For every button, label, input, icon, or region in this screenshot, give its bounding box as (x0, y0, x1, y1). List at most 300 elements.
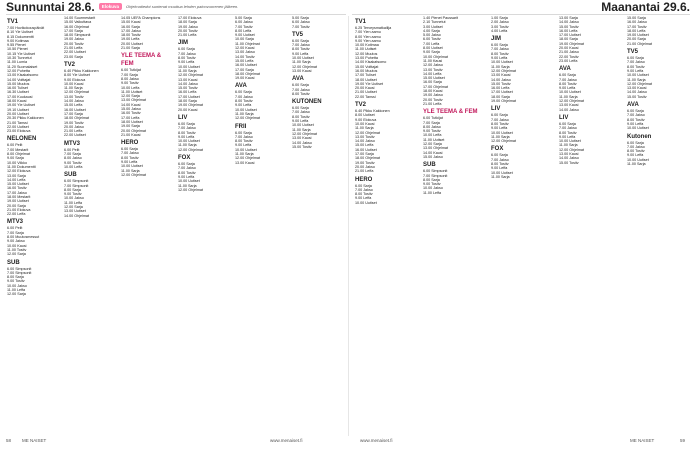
program-listing: 10.00 Uutiset (627, 157, 649, 162)
program-listing: 20.00 Tositv (178, 28, 198, 33)
program-listing: 10.00 Leffa (423, 133, 442, 138)
program-listing: 8.00 Tositv (292, 91, 310, 96)
program-listing: 11.00 Sarja (491, 64, 510, 69)
program-listing: 7.00 Jakso (559, 126, 577, 131)
left-column-5 (232, 16, 289, 436)
program-listing: 9.00 Leffa (292, 119, 309, 124)
program-listing: 16.00 Uutiset (355, 147, 377, 152)
channel-heading: JIM (178, 40, 189, 47)
left-url: www.menaiset.fi (270, 438, 303, 443)
program-listing: 7.00 Jakso (178, 51, 196, 56)
program-listing: 14.00 Jakso (178, 81, 198, 86)
program-listing: 19.00 Jakso (178, 24, 198, 29)
program-listing: 14.00 Tositv (235, 54, 255, 59)
program-listing: 8.00 Jakso (121, 76, 139, 81)
program-listing: 19.00 Jakso (423, 93, 443, 98)
program-listing: 8.00 Tositv (292, 47, 310, 52)
program-listing: 10.50 Pienet (7, 47, 28, 52)
channel-heading: TV1 (7, 19, 19, 25)
program-listing: 6.00 Sarja (627, 109, 644, 114)
left-header-rule (6, 14, 346, 15)
program-listing: 12.00 Sarja (64, 204, 83, 209)
program-listing: 16.00 Tositv (121, 111, 141, 116)
program-listing: 10.00 Uutiset (627, 126, 649, 131)
program-listing: 10.00 Uutiset (292, 123, 314, 128)
program-listing: 9.00 Leffa (491, 126, 508, 131)
program-listing: 6.40 Pikku Kakkonen (64, 68, 99, 73)
program-listing: 14.00 Kisakatsomo (355, 60, 387, 65)
program-listing: 6.00 Pelit (64, 147, 80, 152)
program-listing: 15.00 Tositv (627, 94, 647, 99)
program-listing: 18.00 Leffa (627, 28, 646, 33)
program-listing: 19.00 Ohjelmat (491, 99, 517, 104)
program-listing: 5.00 Jakso (423, 33, 441, 38)
program-listing: 15.00 Leffa (355, 143, 374, 148)
program-listing: 13.00 Kausi (559, 103, 579, 108)
program-listing: 21.00 Kausi (121, 132, 141, 137)
program-listing: 6.00 Sarja (355, 183, 372, 188)
program-listing: 10.00 Uutiset (178, 139, 200, 144)
program-listing: 10.00 Uutiset (491, 60, 513, 65)
program-listing: 9.00 Jakso (7, 239, 25, 244)
program-listing: 10.00 Ohjelmat (423, 54, 449, 59)
program-listing: 10.00 Jakso (423, 186, 443, 191)
program-listing: 19.00 Kausi (235, 76, 255, 81)
program-listing: 19.00 Tositv (355, 160, 375, 165)
program-listing: 16.30 Uutiset (7, 90, 29, 95)
program-listing: 15.00 Sarja (627, 16, 646, 20)
program-listing: 8.00 Muutosmessut (7, 235, 40, 240)
program-listing: 20.00 Kausi (355, 86, 375, 91)
program-listing: 9.00 Kotimaa (7, 38, 29, 43)
header-note: Ohjelmatiedot suntenat muuttua lehden painovuorenen jälkeen. (125, 4, 239, 9)
program-listing: 18.00 Mestarit (7, 194, 31, 199)
program-listing: 3.00 Uutiset (423, 24, 443, 29)
program-listing: 9.00 Leffa (178, 174, 195, 179)
program-listing: 15.00 Jakso (121, 107, 141, 112)
program-listing: 9.00 Leffa (178, 134, 195, 139)
program-listing: 7.00 Tositv (292, 24, 310, 29)
channel-heading: MTV3 (7, 219, 24, 226)
program-listing: 8.00 Tositv (491, 121, 509, 126)
program-listing: 20.00 Tositv (64, 41, 84, 46)
right-column-4 (556, 16, 624, 436)
program-listing: 14.00 Jakso (491, 77, 511, 82)
program-listing: 14.00 Kausi (121, 102, 141, 107)
program-listing: 13.00 Kausi (178, 77, 198, 82)
program-listing: 22.00 Leffa (7, 212, 26, 217)
right-page-header (601, 0, 690, 13)
program-listing: 15.00 Jakso (423, 154, 443, 159)
program-listing: 14.00 Suurmestarit (64, 16, 96, 20)
program-listing: 10.30 Tunnetut (7, 56, 32, 61)
program-listing: 20.00 Tositv (423, 97, 443, 102)
program-listing: 10.00 Kausi (355, 121, 375, 126)
program-listing: 9.00 Leffa (627, 121, 644, 126)
program-listing: 18.00 Ohjelmat (235, 71, 261, 76)
channel-heading: YLE TEEMA & FEM (423, 109, 478, 116)
program-listing: 13.00 Kausi (292, 136, 312, 141)
right-magazine-name: ME NAISET (630, 438, 655, 443)
program-listing: 6.00 Simpsonit (64, 179, 89, 184)
program-listing: 9.00 Leffa (627, 68, 644, 73)
channel-heading: TV5 (627, 49, 639, 56)
channel-heading: JIM (491, 36, 502, 43)
program-listing: 17.00 Sarja (235, 67, 254, 72)
program-listing: 11.00 Sarja (627, 77, 646, 82)
program-listing: 8.00 Tositv (627, 64, 645, 69)
channel-heading: FRII (235, 123, 247, 130)
program-listing: 9.00 Sarja (7, 156, 24, 161)
program-listing: 6.00 Tositv (423, 37, 441, 42)
program-listing: 10.00 Uutiset (355, 200, 377, 205)
program-listing: 10.00 Uutiset (491, 130, 513, 135)
program-listing: 22.00 Uutiset (7, 124, 29, 129)
program-listing: 16.00 Tuliset (7, 86, 28, 91)
program-listing: 13.00 Puhetta (355, 56, 378, 61)
program-listing: 8.00 Jakso (423, 124, 441, 129)
program-listing: 9.00 Leffa (491, 56, 508, 61)
program-listing: 12.00 Ohjelmat (235, 156, 261, 161)
program-listing: 13.00 Uutiset (64, 209, 86, 214)
program-listing: 18.00 Ohjelmat (64, 116, 90, 121)
program-listing: 9.00 Tositv (121, 81, 139, 86)
program-listing: 11.00 Sarja (64, 86, 83, 91)
program-listing: 6.00 Sarja (235, 90, 252, 95)
program-listing: 11.20 Suomalaiset (7, 64, 38, 69)
program-listing: 13.00 Tositv (355, 134, 375, 139)
program-listing: 12.00 Ohjelmat (64, 90, 90, 95)
channel-heading: LIV (491, 106, 501, 113)
program-listing: 22.00 Tanssi (355, 94, 376, 99)
program-listing: 15.00 Leffa (235, 58, 254, 63)
program-listing: 8.00 Sarja (64, 187, 81, 192)
program-listing: 12.00 Ohjelmat (121, 172, 147, 177)
program-listing: 10.00 Sarja (235, 37, 254, 42)
program-listing: 19.00 Tositv (64, 120, 84, 125)
program-listing: 8.00 Tositv (178, 170, 196, 175)
channel-heading: SUB (64, 172, 77, 179)
program-listing: 11.00 Leffa (64, 200, 83, 205)
program-listing: 12.00 Ohjelmat (178, 73, 204, 78)
program-listing: 17.00 Sarja (355, 152, 374, 157)
program-listing: 17.00 Kuukausi (7, 94, 33, 99)
program-listing: 7.00 Jakso (491, 157, 509, 162)
program-listing: 6.00 Sarja (178, 121, 195, 126)
program-listing: 7.00 Jakso (178, 166, 196, 171)
left-page-listings (4, 16, 346, 436)
program-listing: 13.00 Kisakatsomo (7, 73, 39, 78)
program-listing: 21.00 Leffa (64, 46, 83, 51)
channel-heading: NELONEN (7, 136, 37, 143)
program-listing: 19.00 Jakso (64, 37, 84, 42)
program-listing: 11.00 Ohjelmat (235, 41, 260, 46)
program-listing: 12.00 Ohjelmat (235, 116, 261, 121)
left-page-header (6, 0, 238, 13)
program-listing: 7.00 Sarja (121, 72, 138, 77)
program-listing: 12.00 Elokuva (7, 169, 31, 174)
program-listing: 13.00 Kausi (491, 73, 511, 78)
channel-heading: TV2 (64, 61, 76, 68)
program-listing: 6.00 Sarja (627, 140, 644, 145)
program-listing: 12.00 Sarja (7, 252, 26, 257)
program-listing: 10.00 Uutiset (292, 56, 314, 61)
program-listing: 20.00 Sarja (627, 37, 646, 42)
program-listing: 9.00 Tositv (7, 279, 25, 284)
program-listing: 2.10 Tunnetut (423, 20, 446, 25)
program-listing: 7.00 Jakso (491, 47, 509, 52)
program-listing: 10.00 Kausi (64, 81, 84, 86)
program-listing: 22.00 Tositv (559, 54, 579, 59)
program-listing: 6.00 Sarja (559, 73, 576, 78)
program-listing: 7.00 Jakso (627, 113, 645, 118)
program-listing: 6.00 Sarja (491, 43, 508, 48)
program-listing: 19.00 Leffa (121, 37, 140, 42)
program-listing: 7.00 Huvikokouspäivät (7, 26, 45, 30)
program-listing: 11.00 Sarja (178, 68, 197, 73)
program-listing: 15.00 Tositv (292, 144, 312, 149)
program-listing: 8.00 Uutiset (423, 46, 443, 51)
program-listing: 9.00 Leffa (235, 143, 252, 148)
program-listing: 11.00 Kausi (423, 58, 443, 63)
program-listing: 17.00 Sarja (64, 28, 83, 33)
program-listing: 6.00 Sarja (491, 113, 508, 118)
channel-heading: LIV (178, 114, 188, 121)
program-listing: 15.00 Vaikuttava (64, 20, 92, 25)
program-listing: 12.00 Ohjelmat (178, 147, 204, 152)
program-listing: 19.00 Uutiset (7, 199, 29, 204)
program-listing: 6.00 Simpsonit (7, 266, 32, 271)
program-listing: 21.00 Elokuva (7, 207, 31, 212)
program-listing: 9.00 Tositv (423, 129, 441, 134)
program-listing: 8.00 Yle Uutiset (64, 73, 90, 78)
program-listing: 7.00 Jakso (292, 87, 310, 92)
right-column-5 (624, 16, 692, 436)
program-listing: 20.30 Pikku Kakkonen (7, 116, 44, 121)
program-listing: 23.00 Leffa (559, 58, 578, 63)
program-listing: 8.00 Uutiset (355, 113, 375, 118)
program-listing: 10.00 Uutiset (627, 73, 649, 78)
program-listing: 7.00 Sarja (64, 152, 81, 157)
program-listing: 12.00 Ohjelmat (559, 99, 585, 104)
program-listing: 7.00 Jakso (235, 94, 253, 99)
program-listing: 7.00 Ylen aamu (355, 30, 381, 35)
program-listing: 11.00 Sarja (121, 168, 140, 173)
program-listing: 16.00 Sarja (121, 24, 140, 29)
channel-heading: AVA (235, 83, 247, 90)
channel-heading: FOX (178, 155, 191, 162)
right-page-number: 59 (680, 438, 686, 443)
program-listing: 14.00 Kausi (423, 150, 443, 155)
program-listing: 11.00 Lumia (7, 60, 28, 65)
program-listing: 10.00 Kotimaa (355, 43, 379, 48)
program-listing: 16.00 Uutiset (235, 63, 257, 68)
program-listing: 11.00 Leffa (7, 288, 26, 293)
program-listing: 10.00 Jakso (7, 283, 27, 288)
program-listing: 6.25 Terveysmatkailija (355, 26, 392, 30)
channel-heading: HERO (355, 176, 373, 183)
program-listing: 11.00 Sarja (292, 127, 311, 132)
program-listing: 13.00 Tositv (423, 67, 443, 72)
channel-heading: SUB (423, 162, 436, 169)
program-listing: 11.00 Sarja (627, 162, 646, 167)
program-listing: 16.00 Tositv (7, 186, 27, 191)
program-listing: 7.00 Jakso (627, 60, 645, 65)
program-listing: 6.00 Pelit (7, 143, 23, 148)
program-listing: 9.00 Sarja (423, 50, 440, 55)
program-listing: 11.00 Sarja (235, 111, 254, 116)
program-listing: 19.00 Ohjelmat (559, 41, 585, 46)
program-listing: 12.00 Kausi (235, 46, 255, 51)
program-listing: 20.00 Uutiset (121, 41, 143, 46)
program-listing: 9.00 Elokuva (64, 77, 86, 82)
program-listing: 17.00 Jakso (121, 28, 141, 33)
program-listing: 9.00 Tositv (64, 192, 82, 197)
program-listing: 10.00 Jakso (64, 196, 84, 201)
program-listing: 11.00 Sarja (355, 126, 374, 131)
program-listing: 6.00 Tutkijat (423, 116, 443, 121)
program-listing: 7.00 Jakso (355, 187, 373, 192)
channel-heading: TV1 (355, 19, 367, 25)
program-listing: 12.00 Jakso (423, 63, 443, 68)
program-listing: 10.15 Yle Uutiset (7, 51, 36, 56)
program-listing: 15.00 Tositv (559, 24, 579, 29)
program-listing: 16.00 Leffa (491, 86, 510, 91)
program-listing: 7.00 Leffa (423, 41, 440, 46)
program-listing: 17.00 Jakso (7, 190, 27, 195)
channel-heading: YLE TEEMA & FEM (121, 53, 162, 68)
program-listing: 7.00 Simpsonit (7, 270, 32, 275)
program-listing: 6.00 Simpsonit (423, 169, 448, 174)
program-listing: 21.00 Leffa (178, 33, 197, 38)
program-listing: 10.00 Uutiset (178, 64, 200, 69)
program-listing: 17.00 Tuliset (355, 73, 376, 78)
page-gutter (348, 16, 349, 436)
program-listing: 18.00 Ohjelmat (355, 156, 381, 161)
channel-heading: Kutonen (627, 133, 652, 140)
program-listing: 20.00 Uutiset (7, 111, 29, 116)
program-listing: 10.00 Uutiset (235, 147, 257, 152)
channel-heading: AVA (627, 102, 639, 109)
program-listing: 16.00 Sarja (423, 80, 442, 85)
program-listing: 11.00 Sarja (559, 143, 578, 148)
program-listing: 8.00 Tositv (235, 139, 253, 144)
program-listing: 8.00 Jakso (64, 156, 82, 161)
program-listing: 12.00 Ohjelmat (178, 187, 204, 192)
program-listing: 14.05 UEFA Champions (121, 16, 161, 20)
program-listing: 20.00 Sarja (7, 203, 26, 208)
program-listing: 11.00 Sarja (491, 134, 510, 139)
program-listing: 7.00 Simpsonit (423, 173, 448, 178)
program-listing: 11.00 Sarja (491, 174, 510, 179)
program-listing: 11.00 Uutiset (355, 47, 377, 52)
program-listing: 14.00 Leffa (423, 71, 442, 76)
program-listing: 6.00 Sarja (491, 153, 508, 158)
left-column-2 (61, 16, 118, 436)
right-column-1 (352, 16, 420, 436)
program-listing: 8.00 Tositv (559, 81, 577, 86)
program-listing: 9.00 Tositv (64, 160, 82, 165)
program-listing: 16.00 Ohjelmat (64, 24, 90, 29)
program-listing: 8.00 Sarja (7, 275, 24, 280)
program-listing: 8.00 Tositv (559, 130, 577, 135)
program-listing: 9.00 Leffa (355, 196, 372, 201)
program-listing: 20.00 Kausi (559, 46, 579, 51)
program-listing: 12.00 Ohjelmat (627, 81, 653, 86)
program-listing: 19.00 Sarja (121, 124, 140, 129)
program-listing: 8.00 Tositv (627, 149, 645, 154)
program-listing: 17.00 Uutiset (491, 90, 513, 95)
program-listing: 8.10 Yle Uutiset (7, 30, 33, 35)
program-listing: 22.00 Uutiset (64, 133, 86, 138)
channel-heading: LIV (559, 114, 569, 121)
program-listing: 11.00 Leffa (423, 190, 442, 195)
program-listing: 17.00 Uutiset (178, 94, 200, 99)
program-listing: 6.00 Sarja (178, 162, 195, 167)
program-listing: 18.00 Tositv (121, 33, 141, 38)
program-listing: 12.00 Sarja (423, 142, 442, 147)
program-listing: 3.00 Tositv (491, 24, 509, 29)
program-listing: 6.00 Sarja (292, 38, 309, 43)
program-listing: 7.00 Jakso (491, 117, 509, 122)
program-listing: 12.00 Puhetta (7, 68, 30, 73)
program-listing: 7.00 Jakso (121, 151, 139, 156)
program-listing: 15.00 Kausi (121, 20, 141, 25)
program-listing: 6.00 Tutkijat (121, 68, 141, 73)
left-page-number: 58 (6, 438, 12, 443)
channel-heading: SUB (7, 259, 20, 266)
program-listing: 7.00 Jakso (559, 77, 577, 82)
program-listing: 1.40 Pienet Paussarit (423, 16, 459, 20)
program-listing: 5.00 Sarja (292, 16, 309, 20)
program-listing: 11.00 Uutiset (423, 137, 445, 142)
program-listing: 9.00 Leffa (178, 60, 195, 65)
program-listing: 23.00 Sarja (64, 54, 83, 59)
program-listing: 6.40 Pikku Kakkonen (355, 109, 390, 114)
program-listing: 17.00 Ohjelmat (423, 84, 449, 89)
channel-heading: FOX (491, 146, 504, 153)
program-listing: 14.00 Jakso (559, 156, 579, 161)
program-listing: 17.00 Leffa (121, 115, 140, 120)
program-listing: 18.00 Sarja (178, 99, 197, 104)
program-listing: 2.00 Jakso (491, 20, 509, 25)
program-listing: 16.00 Jakso (627, 20, 647, 25)
program-listing: 7.00 Jakso (292, 43, 310, 48)
left-column-4 (175, 16, 232, 436)
left-magazine-name: ME NAISET (22, 438, 47, 443)
program-listing: 6.00 Sarja (627, 56, 644, 61)
program-listing: 19.00 Ohjelmat (178, 103, 204, 108)
program-listing: 15.00 Uutiset (423, 76, 445, 81)
program-listing: 20.00 Ohjelmat (121, 128, 147, 133)
left-column-6 (289, 16, 346, 436)
program-listing: 9.00 Uutiset (235, 33, 255, 38)
program-listing: 13.00 Jakso (235, 50, 255, 55)
program-listing: 11.00 Sarja (178, 143, 197, 148)
program-listing: 8.00 Tositv (355, 192, 373, 197)
program-listing: 12.00 Sarja (7, 292, 26, 297)
program-listing: 15.00 Leffa (64, 103, 83, 108)
program-listing: 17.00 Tositv (627, 24, 647, 29)
program-listing: 21.00 Ohjelmat (627, 41, 653, 46)
program-listing: 12.00 Sarja (121, 94, 140, 99)
program-listing: 12.00 Ohjelmat (491, 139, 517, 144)
program-listing: 9.00 Leffa (559, 134, 576, 139)
program-listing: 11.00 Sarja (559, 94, 578, 99)
program-listing: 7.00 Jakso (292, 110, 310, 115)
program-listing: 6.00 Pelit (7, 226, 23, 231)
program-listing: 8.15 Dokumentti (7, 34, 34, 39)
